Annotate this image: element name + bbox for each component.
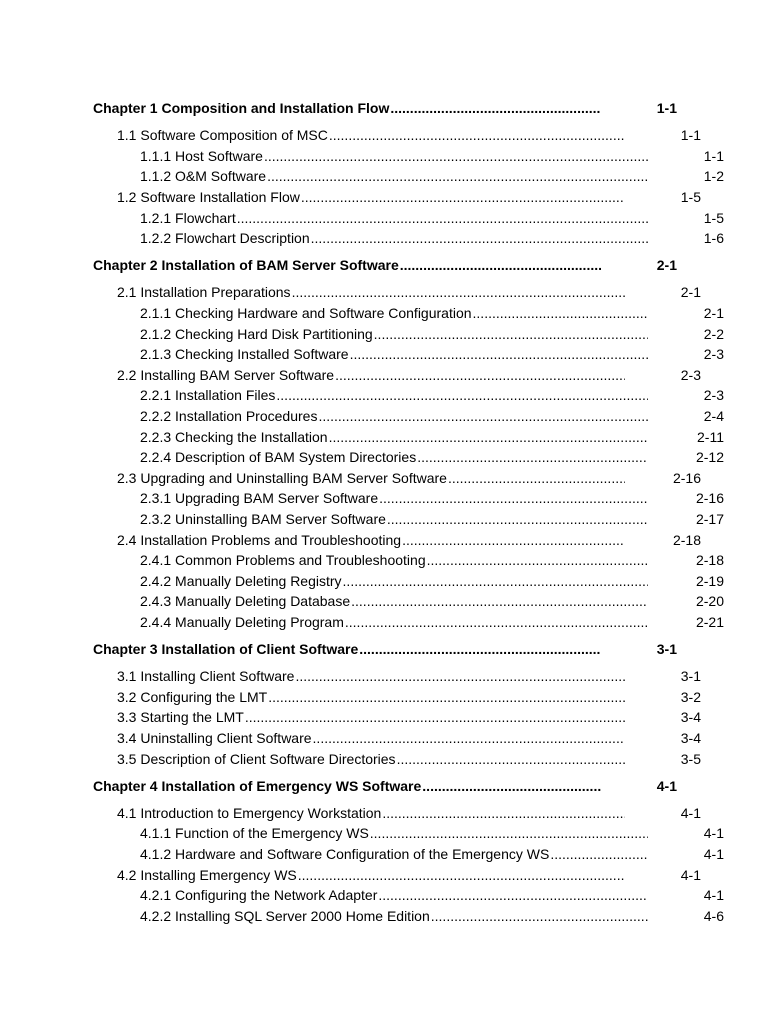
dot-leader (318, 406, 648, 427)
toc-entry[interactable] (93, 749, 701, 770)
toc-page-number: 2-3 (703, 387, 724, 404)
dot-leader (379, 488, 648, 509)
table-of-contents (93, 98, 724, 926)
toc-entry-title: 2.2.2 Installation Procedures (140, 408, 318, 424)
toc-page-number: 2-1 (703, 305, 724, 322)
toc-page-number: 2-4 (703, 408, 724, 424)
dot-leader (245, 707, 625, 728)
toc-page-number: 2-18 (695, 552, 724, 569)
toc-entry-title: 4.2 Installing Emergency WS (117, 866, 297, 883)
dot-leader (378, 885, 648, 906)
toc-chapter-entry[interactable] (93, 255, 677, 276)
toc-page-number: 3-1 (656, 641, 677, 658)
toc-chapter-entry[interactable] (93, 776, 677, 797)
toc-entry-title: 2.4.3 Manually Deleting Database (140, 593, 351, 610)
toc-entry-title: Chapter 1 Composition and Installation Flow (93, 100, 390, 116)
dot-leader (351, 591, 648, 612)
toc-entry[interactable] (93, 823, 724, 844)
toc-entry[interactable] (93, 550, 724, 571)
toc-entry[interactable] (93, 906, 724, 927)
toc-entry-title: 3.3 Starting the LMT (117, 709, 244, 726)
toc-entry[interactable] (93, 612, 724, 633)
dot-leader (343, 571, 648, 592)
dot-leader (329, 427, 648, 448)
toc-entry-title: 4.1.2 Hardware and Software Configuration of the Emergency WS (140, 846, 550, 863)
toc-entry-title: 4.1.1 Function of the Emergency WS (140, 825, 369, 842)
toc-entry[interactable] (93, 488, 724, 509)
toc-page-number: 2-3 (680, 366, 701, 383)
dot-leader (350, 344, 648, 365)
toc-entry-title: 2.1.1 Checking Hardware and Software Configuration (140, 305, 472, 322)
toc-entry-title: 2.4.4 Manually Deleting Program (140, 613, 344, 630)
toc-entry-title: 2.3.1 Upgrading BAM Server Software (140, 490, 379, 507)
toc-page-number: 2-11 (697, 428, 724, 445)
toc-entry-title: 3.2 Configuring the LMT (117, 688, 268, 705)
toc-entry-title: 1.1 Software Composition of MSC (117, 127, 328, 144)
toc-entry[interactable] (93, 728, 701, 749)
toc-entry-title: 2.2.1 Installation Files (140, 387, 276, 404)
dot-leader (402, 530, 625, 551)
toc-entry-title: 3.5 Description of Client Software Directories (117, 750, 396, 767)
toc-page-number: 2-3 (703, 346, 724, 363)
dot-leader (374, 324, 648, 345)
toc-page-number: 2-12 (695, 449, 724, 466)
dot-leader (276, 385, 648, 406)
toc-page-number: 3-4 (680, 730, 701, 746)
dot-leader (295, 666, 625, 687)
dot-leader (550, 844, 648, 865)
toc-entry[interactable] (93, 571, 724, 592)
toc-entry[interactable] (93, 208, 724, 229)
toc-entry-title: 2.2 Installing BAM Server Software (117, 366, 335, 383)
toc-entry[interactable] (93, 803, 701, 824)
toc-page-number: 2-16 (695, 490, 724, 507)
toc-page-number: 4-1 (703, 887, 724, 904)
toc-entry-title: Chapter 4 Installation of Emergency WS Software (93, 777, 422, 794)
toc-page-number: 1-5 (680, 188, 701, 205)
toc-chapter-entry[interactable] (93, 98, 677, 119)
toc-entry[interactable] (93, 427, 724, 448)
dot-leader (427, 550, 648, 571)
toc-page-number: 2-20 (695, 593, 724, 610)
toc-entry[interactable] (93, 303, 724, 324)
toc-entry[interactable] (93, 844, 724, 865)
toc-chapter-entry[interactable] (93, 639, 677, 660)
toc-entry[interactable] (93, 228, 724, 249)
toc-page-number: 4-6 (703, 907, 724, 924)
toc-page-number: 4-1 (703, 825, 724, 842)
toc-entry-title: 1.2.1 Flowchart (140, 209, 236, 226)
dot-leader (400, 255, 601, 276)
toc-entry-title: Chapter 2 Installation of BAM Server Software (93, 257, 399, 274)
toc-entry[interactable] (93, 530, 701, 551)
toc-entry-title: 1.1.2 O&M Software (140, 168, 267, 185)
toc-entry-title: 4.1 Introduction to Emergency Workstation (117, 804, 382, 821)
toc-entry[interactable] (93, 385, 724, 406)
toc-page-number: 1-5 (703, 209, 724, 226)
dot-leader (397, 749, 625, 770)
toc-entry[interactable] (93, 406, 724, 427)
toc-entry[interactable] (93, 687, 701, 708)
toc-entry[interactable] (93, 885, 724, 906)
toc-entry-title: 2.2.4 Description of BAM System Directories (140, 449, 417, 466)
dot-leader (237, 208, 648, 229)
toc-entry-title: 2.4.2 Manually Deleting Registry (140, 572, 342, 589)
toc-page-number: 1-6 (703, 230, 724, 247)
toc-entry[interactable] (93, 666, 701, 687)
toc-page-number: 2-1 (680, 284, 701, 301)
toc-entry[interactable] (93, 865, 701, 886)
toc-entry-title: Chapter 3 Installation of Client Software (93, 641, 359, 658)
toc-entry[interactable] (93, 468, 701, 489)
dot-leader (335, 365, 625, 386)
toc-page-number: 2-18 (672, 531, 701, 548)
toc-entry-title: 2.3 Upgrading and Uninstalling BAM Server Software (117, 469, 447, 486)
toc-page-number: 2-19 (695, 572, 724, 589)
toc-entry[interactable] (93, 365, 701, 386)
dot-leader (417, 447, 648, 468)
dot-leader (313, 728, 625, 749)
toc-entry-title: 2.4 Installation Problems and Troubleshooting (117, 531, 402, 548)
toc-entry-title: 3.4 Uninstalling Client Software (117, 730, 312, 746)
toc-entry-title: 4.2.1 Configuring the Network Adapter (140, 887, 378, 904)
dot-leader (431, 906, 648, 927)
dot-leader (264, 146, 648, 167)
toc-page-number: 4-1 (656, 777, 677, 794)
dot-leader (292, 282, 625, 303)
dot-leader (268, 687, 625, 708)
toc-entry-title: 2.1 Installation Preparations (117, 284, 291, 301)
toc-entry[interactable] (93, 166, 724, 187)
dot-leader (448, 468, 625, 489)
toc-page-number: 2-17 (695, 510, 724, 527)
toc-entry-title: 3.1 Installing Client Software (117, 668, 295, 685)
toc-entry-title: 2.2.3 Checking the Installation (140, 428, 328, 445)
toc-page-number: 3-5 (680, 750, 701, 767)
toc-entry[interactable] (93, 187, 701, 208)
dot-leader (422, 776, 601, 797)
toc-entry-title: 2.3.2 Uninstalling BAM Server Software (140, 510, 386, 527)
dot-leader (301, 187, 625, 208)
dot-leader (387, 509, 648, 530)
toc-page-number: 3-1 (680, 668, 701, 685)
dot-leader (267, 166, 648, 187)
toc-entry[interactable] (93, 324, 724, 345)
toc-page-number: 1-1 (703, 147, 724, 164)
dot-leader (473, 303, 648, 324)
toc-entry[interactable] (93, 282, 701, 303)
toc-page-number: 1-2 (703, 168, 724, 185)
toc-page-number: 2-16 (672, 469, 701, 486)
toc-entry[interactable] (93, 509, 724, 530)
toc-entry[interactable] (93, 146, 724, 167)
toc-entry[interactable] (93, 344, 724, 365)
dot-leader (359, 639, 601, 660)
toc-entry-title: 1.1.1 Host Software (140, 147, 263, 164)
toc-entry-title: 2.4.1 Common Problems and Troubleshooting (140, 552, 426, 569)
toc-page-number: 4-1 (680, 804, 701, 821)
toc-entry-title: 1.2.2 Flowchart Description (140, 230, 310, 247)
dot-leader (298, 865, 625, 886)
toc-entry-title: 1.2 Software Installation Flow (117, 188, 300, 205)
dot-leader (370, 823, 648, 844)
dot-leader (382, 803, 625, 824)
toc-entry[interactable] (93, 591, 724, 612)
toc-entry[interactable] (93, 707, 701, 728)
dot-leader (345, 612, 648, 633)
dot-leader (329, 125, 625, 146)
dot-leader (390, 98, 601, 119)
toc-page-number: 3-4 (680, 709, 701, 726)
toc-page-number: 4-1 (680, 866, 701, 883)
toc-page-number: 2-2 (703, 325, 724, 342)
toc-entry-title: 4.2.2 Installing SQL Server 2000 Home Edition (140, 907, 430, 924)
toc-page-number: 1-1 (656, 100, 677, 116)
toc-page-number: 2-21 (695, 613, 724, 630)
toc-page-number: 1-1 (680, 127, 701, 144)
toc-entry[interactable] (93, 125, 701, 146)
toc-page-number: 3-2 (680, 688, 701, 705)
toc-entry-title: 2.1.3 Checking Installed Software (140, 346, 349, 363)
dot-leader (311, 228, 648, 249)
toc-page-number: 2-1 (656, 257, 677, 274)
toc-page-number: 4-1 (703, 846, 724, 863)
toc-entry-title: 2.1.2 Checking Hard Disk Partitioning (140, 325, 373, 342)
toc-entry[interactable] (93, 447, 724, 468)
